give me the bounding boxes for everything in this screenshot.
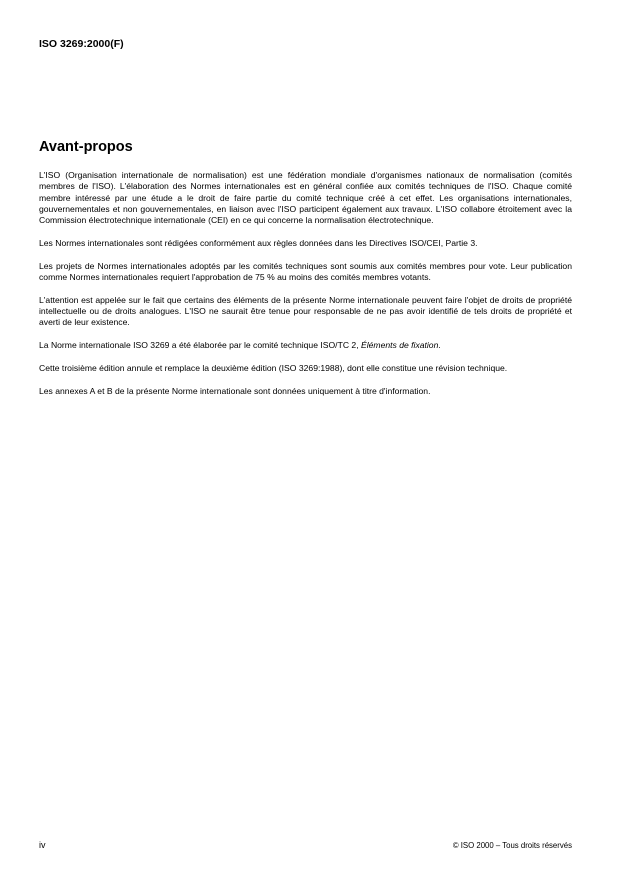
paragraph-committee <box>39 340 572 351</box>
copyright-notice: © ISO 2000 – Tous droits réservés <box>452 841 572 850</box>
paragraph: Cette troisième édition annule et remplace la deuxième édition (ISO 3269:1988), dont elle constitue une révision technique. <box>39 363 508 374</box>
paragraph: Les projets de Normes internationales adoptés par les comités techniques sont soumis aux comités membres pour vote. Leur publication comme Normes internationales requiert l'approbation de 75 % au moins des comités membres votants. <box>39 260 572 283</box>
section-title: Avant-propos <box>39 139 133 155</box>
committee-name: Éléments de fixation <box>360 340 439 351</box>
paragraph: L'attention est appelée sur le fait que certains des éléments de la présente Norme internationale peuvent faire l'objet de droits de propriété intellectuelle ou de droits analogues. L'ISO ne saurait être tenue pour responsable de ne pas avoir identifié de tels droits de propriété et averti de leur existence. <box>39 294 572 328</box>
paragraph: Les annexes A et B de la présente Norme internationale sont données uniquement à titre d'information. <box>39 385 431 396</box>
committee-text: La Norme internationale ISO 3269 a été élaborée par le comité technique ISO/TC 2, <box>39 340 361 351</box>
page-number: iv <box>39 840 46 850</box>
paragraph: L'ISO (Organisation internationale de normalisation) est une fédération mondiale d'organismes nationaux de normalisation (comités membres de l'ISO). L'élaboration des Normes internationales est en général confiée aux comités techniques de l'ISO. Chaque comité membre intéressé par une étude a le droit de faire partie du comité technique créé à cet effet. Les organisations internationales, gouvernementales et non gouvernementales, en liaison avec l'ISO participent également aux travaux. L'ISO collabore étroitement avec la Commission électrotechnique internationale (CEI) en ce qui concerne la normalisation électrotechnique. <box>39 170 572 226</box>
foreword-body <box>39 170 572 409</box>
document-header-id: ISO 3269:2000(F) <box>39 38 124 50</box>
committee-end: . <box>438 340 441 351</box>
paragraph: Les Normes internationales sont rédigées conformément aux règles données dans les Directives ISO/CEI, Partie 3. <box>39 237 478 248</box>
